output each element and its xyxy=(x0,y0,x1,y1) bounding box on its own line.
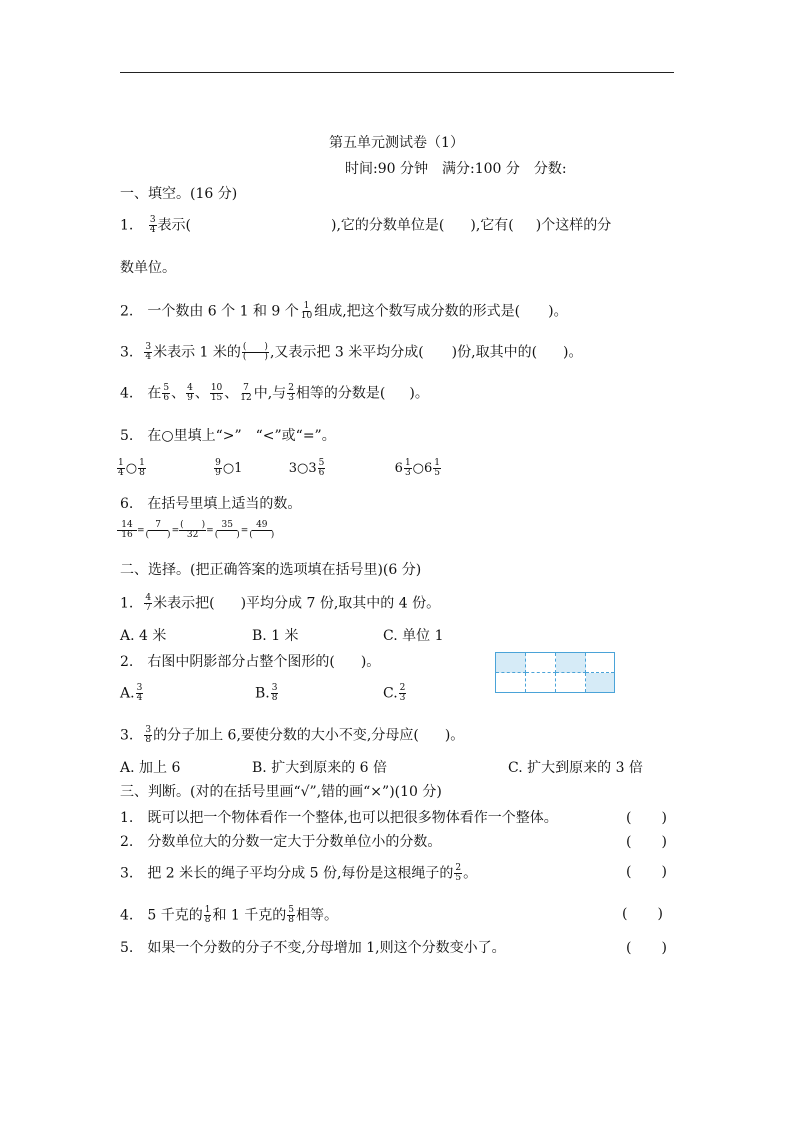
text-segment: 5 xyxy=(318,458,325,468)
q1-5: 5. 在○里填上“>” “<”或“=”。 xyxy=(120,428,336,444)
text-segment: )。 xyxy=(563,344,583,361)
text-segment: 5 xyxy=(288,905,294,915)
text-segment: 4 xyxy=(145,352,152,362)
q1-1-cont: 数单位。 xyxy=(120,260,176,276)
text-segment: ○ xyxy=(412,461,425,476)
text-segment: 8 xyxy=(145,735,152,745)
text-segment: 8 xyxy=(288,915,294,925)
header-rule xyxy=(120,72,674,73)
fraction xyxy=(144,343,152,362)
q1-6: 6. 在括号里填上适当的数。 xyxy=(120,496,302,512)
text-segment: 35 xyxy=(217,521,237,531)
q2-2 xyxy=(120,654,380,670)
text-segment: 组成,把这个数写成分数的形式是( xyxy=(314,303,521,320)
text-segment: = xyxy=(137,526,145,536)
q3-4-answer-paren[interactable] xyxy=(622,906,663,922)
text-segment: 4. 5 千克的 xyxy=(120,907,203,924)
text-segment: 4 xyxy=(136,693,143,703)
q2-1-option-c[interactable]: C. 单位 1 xyxy=(383,628,444,644)
text-segment: 7 xyxy=(148,521,168,531)
text-segment: B. xyxy=(255,685,270,702)
fraction xyxy=(144,726,152,745)
q2-3-option-b[interactable]: B. 扩大到原来的 6 倍 xyxy=(252,760,387,776)
q1-5-row xyxy=(116,459,442,478)
text-segment: ( ) xyxy=(180,520,206,530)
text-segment: 2 xyxy=(455,863,462,873)
text-segment: 3 xyxy=(271,683,278,693)
fraction xyxy=(287,906,295,925)
text-segment: 6 xyxy=(318,468,325,478)
text-segment: )。 xyxy=(409,385,429,402)
q3-3-answer-paren[interactable] xyxy=(626,864,667,880)
q2-1-option-b[interactable]: B. 1 米 xyxy=(252,628,299,644)
fraction xyxy=(239,384,252,403)
page-title: 第五单元测试卷（1） xyxy=(329,135,464,151)
q3-5-answer-paren[interactable] xyxy=(626,940,667,956)
text-segment: ( ) xyxy=(242,342,268,352)
text-segment: )个这样的分 xyxy=(535,217,612,234)
fraction xyxy=(454,864,462,883)
fraction xyxy=(399,684,407,703)
text-segment: 3 xyxy=(136,683,143,693)
text-segment: 、 xyxy=(224,385,239,402)
text-segment: A. xyxy=(120,685,135,702)
text-segment: 米表示 1 米的 xyxy=(153,344,241,361)
text-segment: 7 xyxy=(243,383,249,393)
text-segment: ( xyxy=(626,940,632,956)
text-segment: 4. 在 xyxy=(120,385,162,402)
q1-3 xyxy=(120,343,583,362)
text-segment: 。 xyxy=(463,865,478,882)
text-segment: 12 xyxy=(240,393,252,403)
fraction xyxy=(117,521,137,540)
fraction xyxy=(318,459,326,478)
text-segment: )。 xyxy=(548,303,568,320)
section-3-heading: 三、判断。(对的在括号里画“√”,错的画“×”)(10 分) xyxy=(120,784,442,800)
text-segment: 、 xyxy=(171,385,186,402)
text-segment: 5 xyxy=(455,873,462,883)
text-segment: ( ) xyxy=(145,530,171,540)
text-segment: 的分子加上 6,要使分数的大小不变,分母应( xyxy=(153,727,419,744)
text-segment: 6 xyxy=(394,461,403,476)
text-segment: 和 1 千克的 xyxy=(212,907,287,924)
text-segment: 1. xyxy=(120,595,134,612)
text-segment: 9 xyxy=(215,468,221,478)
q2-2-option-b[interactable] xyxy=(255,684,279,703)
text-segment: ( ) xyxy=(214,530,240,540)
text-segment: ),它有( xyxy=(470,217,514,234)
fraction xyxy=(145,521,172,540)
text-segment: 3. xyxy=(120,344,134,361)
text-segment: 8 xyxy=(204,915,211,925)
fraction xyxy=(149,216,157,235)
fraction xyxy=(204,906,212,925)
q3-2-answer-paren[interactable] xyxy=(626,834,667,850)
q2-3-option-a[interactable]: A. 加上 6 xyxy=(120,760,181,776)
text-segment: ○ xyxy=(125,461,138,476)
q2-3 xyxy=(120,726,464,745)
text-segment: 4 xyxy=(118,468,124,478)
q2-2-option-a[interactable] xyxy=(120,684,144,703)
text-segment: 49 xyxy=(252,521,272,531)
text-segment: 1 xyxy=(303,301,310,311)
text-segment: 9 xyxy=(215,458,221,468)
text-segment: )平均分成 7 份,取其中的 4 份。 xyxy=(240,595,441,612)
text-segment: ( xyxy=(626,834,632,850)
text-segment: )。 xyxy=(360,654,381,670)
text-segment: 10 xyxy=(210,383,223,393)
text-segment: 1 xyxy=(434,458,441,468)
text-segment: C. xyxy=(383,685,398,702)
fraction xyxy=(179,521,206,540)
text-segment: = xyxy=(240,526,249,536)
text-segment: ) xyxy=(661,864,667,880)
text-segment: )。 xyxy=(444,727,465,744)
text-segment: 表示( xyxy=(157,217,192,234)
section-2-heading: 二、选择。(把正确答案的选项填在括号里)(6 分) xyxy=(120,562,422,578)
text-segment: ( xyxy=(626,864,632,880)
fraction xyxy=(214,521,241,540)
text-segment: 10 xyxy=(300,311,313,321)
fraction xyxy=(136,684,144,703)
text-segment: 1 xyxy=(204,905,211,915)
q1-1 xyxy=(120,216,611,235)
text-segment: 15 xyxy=(210,393,223,403)
blank-fraction[interactable] xyxy=(242,343,269,362)
text-segment: 3 xyxy=(308,461,317,476)
text-segment: 6 xyxy=(424,461,433,476)
q2-2-option-c[interactable] xyxy=(383,684,407,703)
q3-2: 2. 分数单位大的分数一定大于分数单位小的分数。 xyxy=(120,834,442,850)
q3-1-answer-paren[interactable] xyxy=(626,810,667,826)
q2-1 xyxy=(120,594,440,613)
fraction xyxy=(138,459,146,478)
text-segment: 3. 把 2 米长的绳子平均分成 5 份,每份是这根绳子的 xyxy=(120,865,454,882)
q1-4 xyxy=(120,384,429,403)
text-segment: ○ xyxy=(297,461,309,476)
text-segment: )份,取其中的( xyxy=(451,344,538,361)
text-segment: 2. 一个数由 6 个 1 和 9 个 xyxy=(120,303,299,320)
exam-meta: 时间:90 分钟 满分:100 分 分数: xyxy=(345,161,567,177)
text-segment: 、 xyxy=(194,385,209,402)
text-segment: 3 xyxy=(404,468,411,478)
text-segment: 3 xyxy=(145,725,152,735)
fraction xyxy=(300,302,313,321)
text-segment: 3 xyxy=(288,393,294,403)
text-segment: ) xyxy=(657,906,663,922)
fraction xyxy=(186,384,194,403)
fraction xyxy=(433,459,441,478)
text-segment: = xyxy=(171,526,180,536)
text-segment: ( ) xyxy=(242,352,268,362)
q3-5: 5. 如果一个分数的分子不变,分母增加 1,则这个分数变小了。 xyxy=(120,940,506,956)
text-segment: 3. xyxy=(120,727,134,744)
text-segment: 2 xyxy=(288,383,294,393)
fraction xyxy=(248,521,275,540)
text-segment: 3 xyxy=(399,693,406,703)
fraction xyxy=(404,459,412,478)
q1-6-equation xyxy=(117,521,275,540)
q3-1: 1. 既可以把一个物体看作一个整体,也可以把很多物体看作一个整体。 xyxy=(120,810,558,826)
text-segment: 5 xyxy=(434,468,441,478)
fraction xyxy=(287,384,295,403)
text-segment: 1 xyxy=(404,458,411,468)
text-segment: 4 xyxy=(187,383,193,393)
fraction xyxy=(271,684,279,703)
text-segment: 6 xyxy=(163,393,170,403)
text-segment: 2. 右图中阴影部分占整个图形的( xyxy=(120,654,335,670)
text-segment: ) xyxy=(661,810,667,826)
shaded-grid-figure xyxy=(495,652,615,693)
text-segment: 中,与 xyxy=(253,385,287,402)
text-segment: 14 xyxy=(117,521,137,531)
text-segment: 1. xyxy=(120,217,134,234)
text-segment: 32 xyxy=(186,530,199,540)
text-segment: 1 xyxy=(139,458,145,468)
text-segment: 3 xyxy=(145,342,152,352)
text-segment: ,又表示把 3 米平均分成( xyxy=(269,344,424,361)
fraction xyxy=(162,384,170,403)
fraction xyxy=(210,384,223,403)
text-segment: = xyxy=(206,526,214,536)
text-segment: 相等的分数是( xyxy=(295,385,386,402)
text-segment: 2 xyxy=(399,683,406,693)
text-segment: 米表示把( xyxy=(153,595,215,612)
text-segment: 1 xyxy=(234,461,243,476)
text-segment: 9 xyxy=(187,393,193,403)
fraction xyxy=(214,459,222,478)
text-segment: 相等。 xyxy=(296,907,338,924)
text-segment: ) xyxy=(661,940,667,956)
text-segment: 16 xyxy=(121,530,133,540)
q3-3 xyxy=(120,864,477,883)
text-segment: 3 xyxy=(149,215,156,225)
text-segment: 5 xyxy=(163,383,170,393)
text-segment: 3 xyxy=(288,461,298,476)
text-segment: ) xyxy=(661,834,667,850)
text-segment: ○ xyxy=(222,461,235,476)
text-segment: ( ) xyxy=(249,530,275,540)
q3-4 xyxy=(120,906,338,925)
text-segment: 1 xyxy=(118,458,124,468)
q2-1-option-a[interactable]: A. 4 米 xyxy=(120,628,167,644)
text-segment: ( xyxy=(626,810,632,826)
fraction xyxy=(144,594,152,613)
text-segment: 8 xyxy=(139,468,145,478)
text-segment: 8 xyxy=(271,693,278,703)
text-segment: 4 xyxy=(145,593,152,603)
q2-3-option-c[interactable]: C. 扩大到原来的 3 倍 xyxy=(508,760,643,776)
text-segment: 7 xyxy=(145,603,152,613)
fraction xyxy=(117,459,125,478)
section-1-heading: 一、填空。(16 分) xyxy=(120,186,238,202)
text-segment: ),它的分数单位是( xyxy=(331,217,445,234)
q1-2 xyxy=(120,302,568,321)
text-segment: 4 xyxy=(149,225,156,235)
text-segment: ( xyxy=(622,906,628,922)
